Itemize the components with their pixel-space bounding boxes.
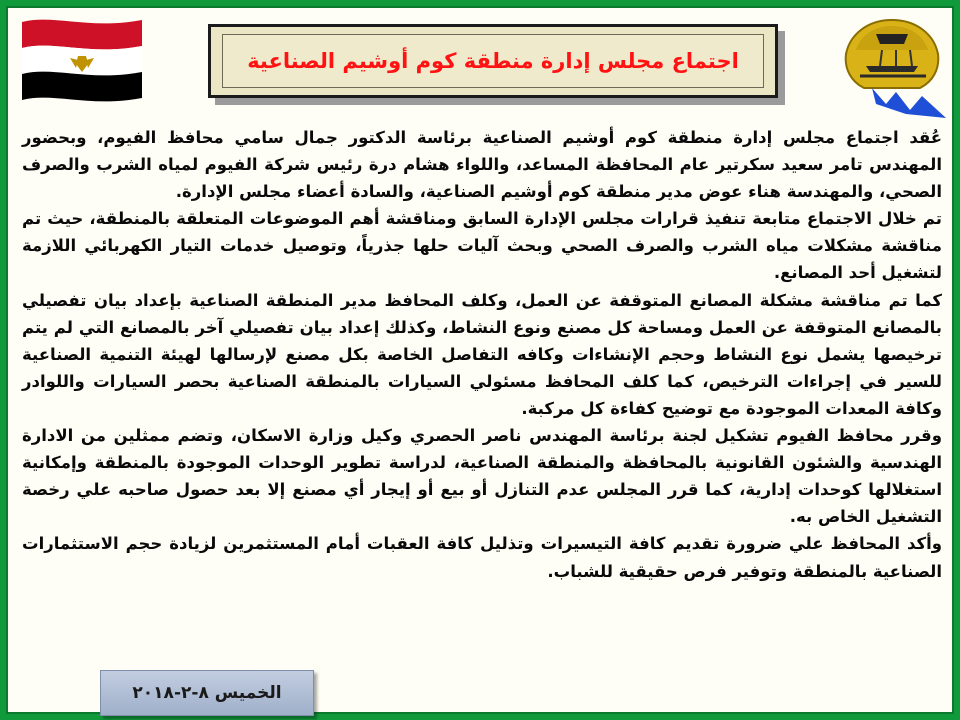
- paragraph-1: عُقد اجتماع مجلس إدارة منطقة كوم أوشيم الصناعية برئاسة الدكتور جمال سامي محافظ الفيوم، وبحضور المهندس تامر سعيد سكرتير عام المحافظة المساعد، واللواء هشام درة رئيس شركة الفيوم لمياه الشرب والصرف الصحي، والمهندسة هناء عوض مدير منطقة كوم أوشيم الصناعية، والسادة أعضاء مجلس الإدارة.: [22, 128, 942, 202]
- paragraph-5: وأكد المحافظ علي ضرورة تقديم كافة التيسيرات وتذليل كافة العقبات أمام المستثمرين لزيادة حجم الاستثمارات الصناعية بالمنطقة وتوفير فرص حقيقية للشباب.: [22, 534, 942, 581]
- paragraph-3: كما تم مناقشة مشكلة المصانع المتوقفة عن العمل، وكلف المحافظ مدير المنطقة الصناعية بإعداد بيان تفصيلي بالمصانع المتوقفة عن العمل ومساحة كل مصنع ونوع النشاط، وكذلك إعداد بيان تفصيلي آخر بالمصانع التي لم يتم ترخيصها يشمل نوع النشاط وحجم الإنشاءات وكافه التفاصل الخاصة بكل مصنع لإرسالها لهيئة التنمية الصناعية للسير في إجراءات الترخيص، كما كلف المحافظ مسئولي السيارات بالمنطقة الصناعية بحصر السيارات واللوادر وكافة المعدات الموجودة مع توضيح كفاءة كل مركبة.: [22, 290, 942, 418]
- article-body: [22, 124, 942, 585]
- fayoum-governorate-logo: [836, 14, 948, 120]
- title-box: [208, 24, 778, 98]
- title-inner: [222, 34, 764, 88]
- page-title: اجتماع مجلس إدارة منطقة كوم أوشيم الصناعية: [247, 49, 739, 73]
- paragraph-4: وقرر محافظ الفيوم تشكيل لجنة برئاسة المهندس ناصر الحصري وكيل وزارة الاسكان، وتضم ممثلين من الادارة الهندسية والشئون القانونية بالمحافظة والمنطقة الصناعية، لدراسة تطوير الوحدات الموجودة بالمنطقة وإمكانية استغلالها كوحدات إدارية، كما قرر المجلس عدم التنازل أو بيع أو إيجار أي مصنع إلا بعد حصول صاحبه علي رخصة التشغيل الخاص به.: [22, 426, 942, 527]
- date-label: الخميس ٨-٢-٢٠١٨: [132, 683, 282, 703]
- egypt-flag-icon: [18, 12, 146, 102]
- date-box: [100, 670, 314, 716]
- paragraph-2: تم خلال الاجتماع متابعة تنفيذ قرارات مجلس الإدارة السابق ومناقشة أهم الموضوعات المتعلقة بالمنطقة، حيث تم مناقشة مشكلات مياه الشرب والصرف الصحي وبحث آليات حلها جذرياً، وتوصيل خدمات التيار الكهربائي اللازمة لتشغيل أحد المصانع.: [22, 209, 942, 283]
- slide: [6, 6, 954, 714]
